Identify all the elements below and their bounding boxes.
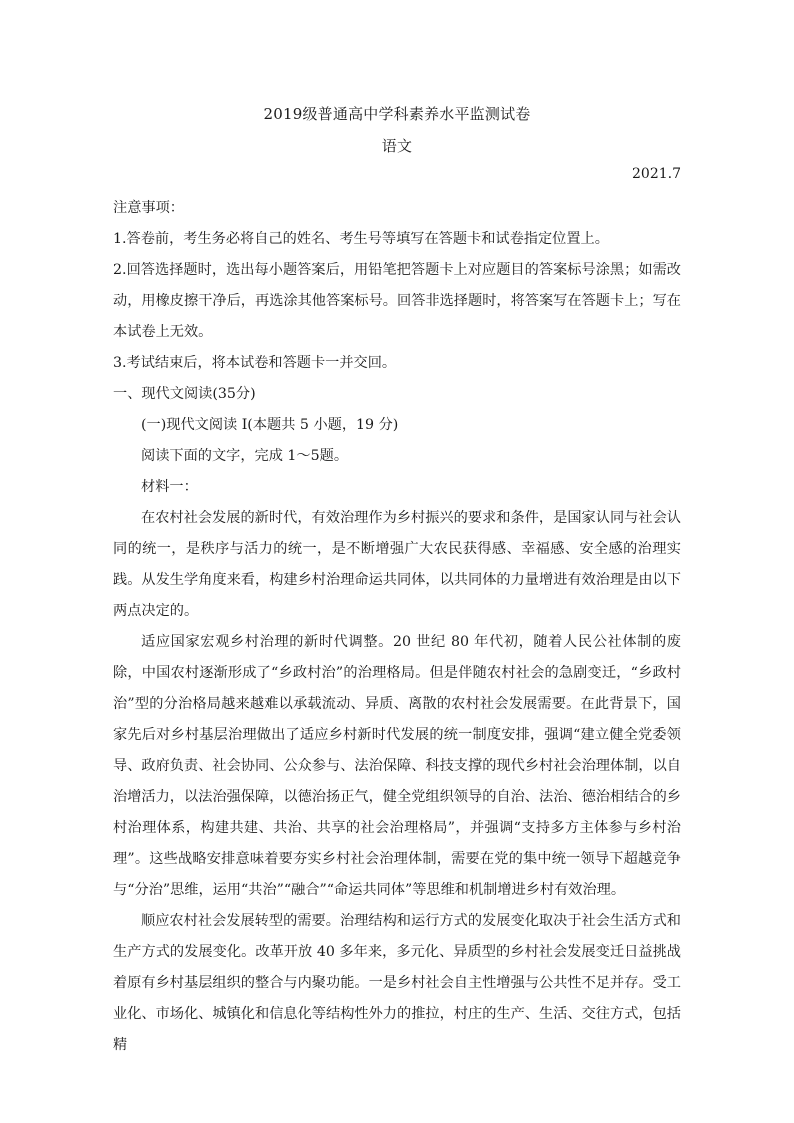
material-label: 材料一： — [141, 479, 198, 495]
exam-title: 2019级普通高中学科素养水平监测试卷 — [263, 105, 531, 123]
paragraph-3: 顺应农村社会发展转型的需要。治理结构和运行方式的发展变化取决于社会生活方式和生产方式的发展变化。改革开放 40 多年来，多元化、异质型的乡村社会发展变迁日益挑战着原有乡村基层组织的整合与内聚功能。一是乡村社会自主性增强与公共性不足并存。受工业化、市场化、城镇化和信息化等结构性外力的推拉，村庄的生产、生活、交往方式，包括精 — [113, 913, 681, 1053]
subject-title: 语文 — [381, 137, 413, 155]
subsection-heading: (一)现代文阅读 I(本题共 5 小题，19 分) — [141, 417, 399, 433]
paragraph-1: 在农村社会发展的新时代，有效治理作为乡村振兴的要求和条件，是国家认同与社会认同的统一，是秩序与活力的统一，是不断增强广大农民获得感、幸福感、安全感的治理实践。从发生学角度来看，构建乡村治理命运共同体，以共同体的力量增进有效治理是由以下两点决定的。 — [113, 510, 681, 619]
note-item-2: 2.回答选择题时，选出每小题答案后，用铅笔把答题卡上对应题目的答案标号涂黑；如需改动，用橡皮擦干净后，再选涂其他答案标号。回答非选择题时，将答案写在答题卡上；写在本试卷上无效。 — [113, 262, 681, 340]
exam-date: 2021.7 — [632, 166, 681, 182]
notes-heading: 注意事项： — [113, 200, 184, 216]
note-item-3: 3.考试结束后，将本试卷和答题卡一并交回。 — [113, 355, 397, 371]
section-heading: 一、现代文阅读(35分) — [113, 386, 256, 402]
note-item-1: 1.答卷前，考生务必将自己的姓名、考生号等填写在答题卡和试卷指定位置上。 — [113, 231, 609, 247]
exam-content — [113, 193, 681, 1061]
paragraph-2: 适应国家宏观乡村治理的新时代调整。20 世纪 80 年代初，随着人民公社体制的废除，中国农村逐渐形成了“乡政村治”的治理格局。但是伴随农村社会的急剧变迁，“乡政村治”型的分治格局越来越难以承载流动、异质、离散的农村社会发展需要。在此背景下，国家先后对乡村基层治理做出了适应乡村新时代发展的统一制度安排，强调“建立健全党委领导、政府负责、社会协同、公众参与、法治保障、科技支撑的现代乡村社会治理体制，以自治增活力，以法治强保障，以德治扬正气，健全党组织领导的自治、法治、德治相结合的乡村治理体系，构建共建、共治、共享的社会治理格局”，并强调“支持多方主体参与乡村治理”。这些战略安排意味着要夯实乡村社会治理体制，需要在党的集中统一领导下超越竞争与“分治”思维，运用“共治”“融合”“命运共同体”等思维和机制增进乡村有效治理。 — [113, 634, 681, 898]
reading-instruction: 阅读下面的文字，完成 1～5题。 — [141, 448, 349, 464]
